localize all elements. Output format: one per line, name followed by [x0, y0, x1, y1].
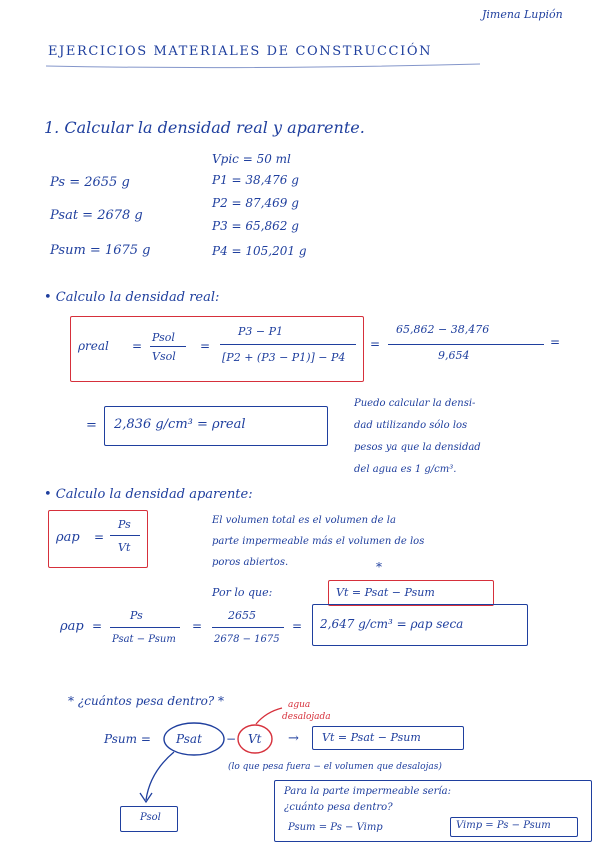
bottom-minus: − — [226, 732, 237, 746]
apparent-calc-lhs: ρap — [60, 619, 84, 634]
note-box-line-2: ¿cuánto pesa dentro? — [284, 802, 393, 813]
apparent-formula-lhs: ρap — [56, 530, 80, 545]
real-formula-box — [70, 316, 364, 382]
apparent-formula-num: Ps — [118, 518, 131, 531]
real-lhs: ρreal — [78, 339, 109, 353]
real-eq-4: = — [550, 335, 561, 349]
real-f1-den: Vsol — [152, 350, 176, 363]
real-f2-bar — [220, 344, 356, 345]
vimp-formula: Vimp = Ps − Psum — [456, 820, 551, 831]
real-f2-den: [P2 + (P3 − P1)] − P4 — [222, 351, 346, 364]
apparent-formula-den: Vt — [118, 541, 131, 554]
bottom-vt-formula: Vt = Psat − Psum — [322, 731, 421, 744]
red-note-line-1: agua — [288, 700, 311, 710]
given-p4: P4 = 105,201 g — [212, 244, 307, 258]
apparent-calc-den2: 2678 − 1675 — [214, 634, 280, 645]
real-note-line-2: dad utilizando sólo los — [354, 420, 468, 431]
real-f1-num: Psol — [152, 331, 175, 344]
note-box-eq: Psum = Ps − Vimp — [288, 822, 383, 833]
real-eq-1: = — [132, 339, 143, 353]
apparent-note-line-1: El volumen total es el volumen de la — [212, 515, 396, 526]
real-f2-num: P3 − P1 — [238, 325, 284, 338]
real-f3-bar — [388, 344, 544, 345]
vt-formula: Vt = Psat − Psum — [336, 586, 435, 599]
apparent-calc-eq-3: = — [292, 619, 303, 633]
apparent-formula-eq: = — [94, 530, 105, 544]
apparent-calc-bar1 — [110, 627, 180, 628]
real-density-label: • Calculo la densidad real: — [44, 290, 220, 305]
apparent-calc-num1: Ps — [130, 609, 143, 622]
given-psum: Psum = 1675 g — [50, 243, 151, 258]
author-name: Jimena Lupión — [482, 8, 563, 21]
real-note-line-1: Puedo calcular la densi- — [354, 398, 476, 409]
red-pointer-line — [256, 708, 282, 724]
apparent-star: * — [376, 560, 382, 574]
real-eq-2: = — [200, 339, 211, 353]
real-f3-den: 9,654 — [438, 349, 470, 362]
apparent-calc-den1: Psat − Psum — [112, 634, 176, 645]
given-vpic: Vpic = 50 ml — [212, 152, 291, 166]
note-box-line-1: Para la parte impermeable sería: — [284, 786, 451, 797]
given-p2: P2 = 87,469 g — [212, 196, 299, 210]
apparent-density-label: • Calculo la densidad aparente: — [44, 487, 253, 502]
bottom-psum: Psum = — [104, 732, 151, 746]
down-arrow-head — [140, 793, 152, 802]
given-p1: P1 = 38,476 g — [212, 173, 299, 187]
down-arrow-line — [146, 752, 174, 800]
apparent-calc-num2: 2655 — [228, 609, 256, 622]
real-result-eq: = — [86, 418, 97, 433]
apparent-calc-eq-2: = — [192, 619, 203, 633]
bottom-paren-note: (lo que pesa fuera − el volumen que desalojas) — [228, 762, 442, 772]
real-note-line-4: del agua es 1 g/cm³. — [354, 464, 457, 475]
real-f1-bar — [150, 346, 186, 347]
given-psat: Psat = 2678 g — [50, 208, 143, 223]
apparent-result: 2,647 g/cm³ = ρap seca — [320, 617, 464, 631]
real-eq-3: = — [370, 337, 381, 351]
real-note-line-3: pesos ya que la densidad — [354, 442, 481, 453]
real-f3-num: 65,862 − 38,476 — [396, 323, 490, 336]
red-note-line-2: desalojada — [282, 712, 331, 722]
apparent-calc-eq-1: = — [92, 619, 103, 633]
por-lo-que: Por lo que: — [212, 586, 273, 599]
apparent-formula-bar — [110, 535, 140, 536]
bottom-arrow: → — [288, 731, 299, 746]
page-title: EJERCICIOS MATERIALES DE CONSTRUCCIÓN — [48, 44, 433, 59]
apparent-note-line-3: poros abiertos. — [212, 557, 289, 568]
exercise-heading: 1. Calcular la densidad real y aparente. — [44, 118, 365, 137]
apparent-calc-bar2 — [212, 627, 284, 628]
real-result: 2,836 g/cm³ = ρreal — [114, 417, 246, 432]
given-ps: Ps = 2655 g — [50, 175, 130, 190]
small-psol-label: Psol — [140, 812, 161, 823]
bottom-question: * ¿cuántos pesa dentro? * — [68, 694, 225, 708]
bottom-vt: Vt — [248, 732, 262, 746]
title-underline — [46, 64, 480, 68]
given-p3: P3 = 65,862 g — [212, 219, 299, 233]
bottom-psat: Psat — [176, 732, 202, 746]
apparent-note-line-2: parte impermeable más el volumen de los — [212, 536, 425, 547]
